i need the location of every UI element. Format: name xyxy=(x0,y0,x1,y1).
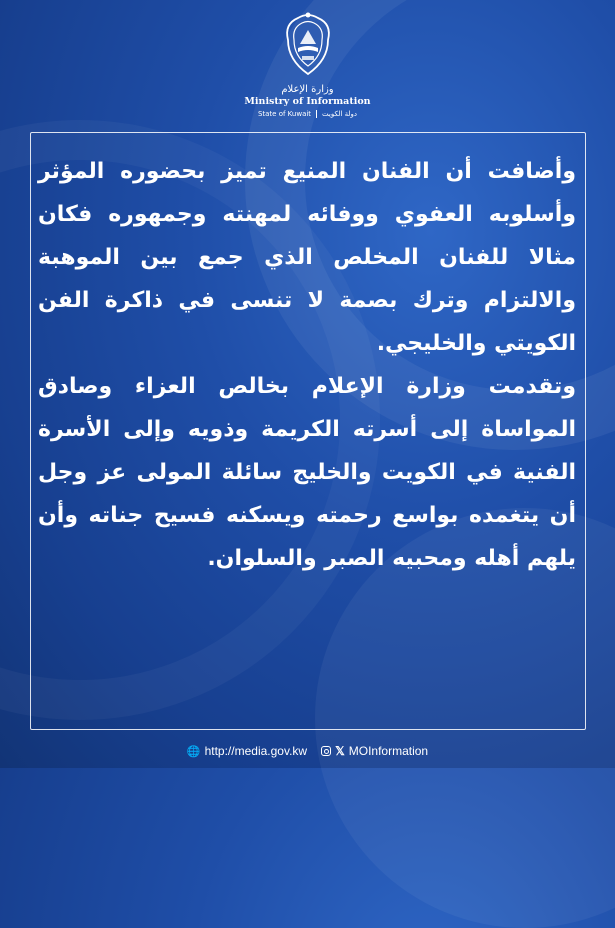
logo-sub-english: State of Kuwait xyxy=(257,110,312,118)
globe-icon: 🌐 xyxy=(186,745,201,758)
logo-english-text: Ministry of Information xyxy=(244,96,371,107)
ministry-logo xyxy=(0,10,615,118)
website-url: http://media.gov.kw xyxy=(204,744,308,758)
x-icon: 𝕏 xyxy=(335,744,345,758)
logo-sub-arabic: دولة الكويت xyxy=(322,110,358,118)
website-link[interactable] xyxy=(187,744,307,758)
paragraph: وتقدمت وزارة الإعلام بخالص العزاء وصادق المواساة إلى أسرته الكريمة وذويه وإلى الأسرة الفنية في الكويت والخليج سائلة المولى عز وجل أن يتغمده بواسع رحمته ويسكنه فسيح جناته وأن يلهم أهله ومحبيه الصبر والسلوان. xyxy=(38,374,576,571)
logo-subtitle xyxy=(0,110,615,118)
kuwait-emblem-icon xyxy=(280,10,336,82)
statement-text xyxy=(38,150,576,580)
social-handle: MOInformation xyxy=(348,744,429,758)
instagram-icon xyxy=(321,746,331,756)
paragraph: وأضافت أن الفنان المنيع تميز بحضوره المؤثر وأسلوبه العفوي ووفائه لمهنته وجمهوره فكان مثالا للفنان المخلص الذي جمع بين الموهبة والالتزام وترك بصمة لا تنسى في ذاكرة الفن الكويتي والخليجي. xyxy=(38,159,576,356)
divider xyxy=(316,110,317,118)
social-link[interactable] xyxy=(321,744,428,758)
logo-arabic-text: وزارة الإعلام xyxy=(281,84,334,95)
footer xyxy=(0,742,615,760)
